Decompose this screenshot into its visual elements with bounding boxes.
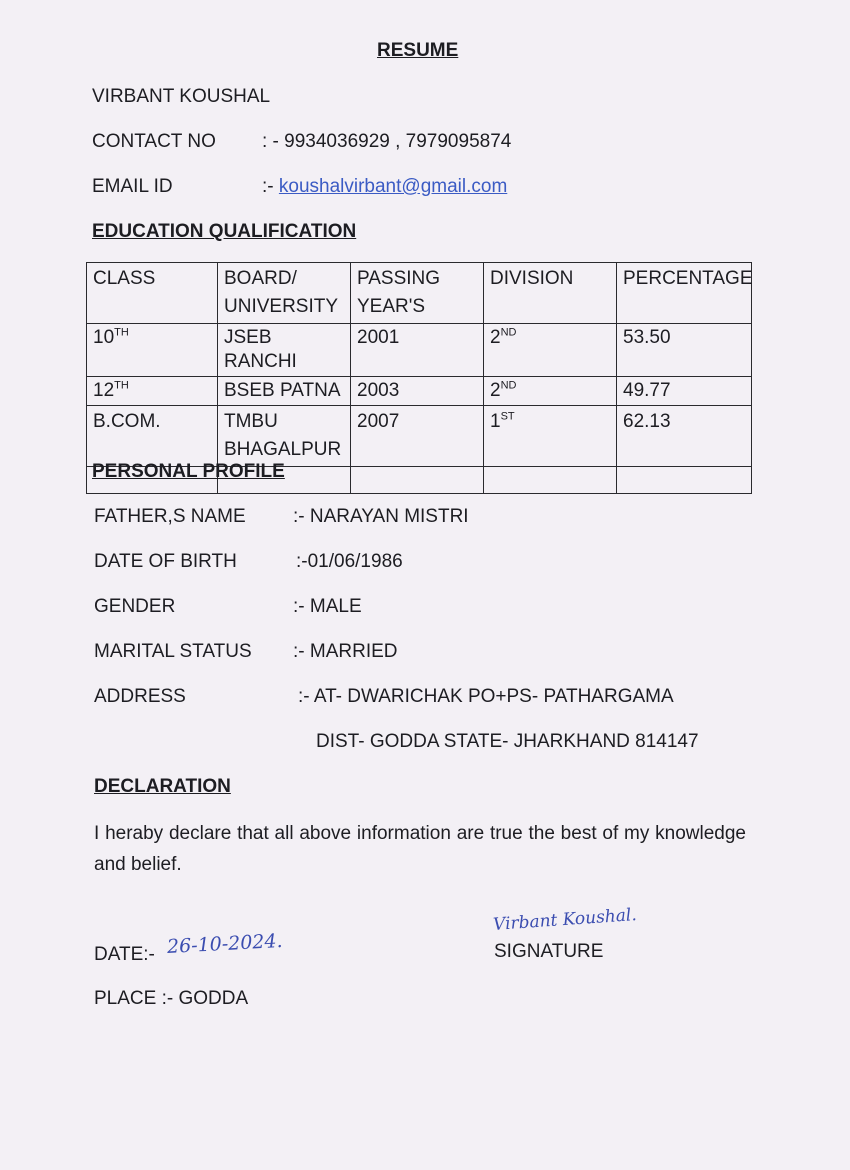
cell-year: 2001 xyxy=(351,324,484,377)
header-percentage: PERCENTAGE xyxy=(617,263,752,324)
contact-label: CONTACT NO xyxy=(92,131,216,152)
cell-class: 12TH xyxy=(87,377,218,406)
header-division: DIVISION xyxy=(484,263,617,324)
declaration-text: I heraby declare that all above information are true the best of my knowledge and belief. xyxy=(94,823,746,875)
table-row xyxy=(87,406,752,467)
contact-value: : - 9934036929 , 7979095874 xyxy=(262,131,512,152)
cell-board: TMBU BHAGALPUR xyxy=(218,406,351,467)
cell-year: 2007 xyxy=(351,406,484,467)
cell-percentage: 62.13 xyxy=(617,406,752,467)
cell-class: B.COM. xyxy=(87,406,218,467)
dob-label: DATE OF BIRTH xyxy=(94,551,237,572)
header-class: CLASS xyxy=(87,263,218,324)
signature-label: SIGNATURE xyxy=(494,941,604,962)
handwritten-signature: Virbant Koushal. xyxy=(492,905,638,935)
address-line1: :- AT- DWARICHAK PO+PS- PATHARGAMA xyxy=(298,686,674,707)
email-link[interactable]: koushalvirbant@gmail.com xyxy=(278,176,508,197)
marital-value: :- MARRIED xyxy=(293,641,398,662)
cell-percentage: 49.77 xyxy=(617,377,752,406)
gender-label: GENDER xyxy=(94,596,176,617)
address-label: ADDRESS xyxy=(94,686,186,707)
cell-division: 2ND xyxy=(484,377,617,406)
handwritten-date: 26-10-2024. xyxy=(166,929,284,959)
gender-value: :- MALE xyxy=(293,596,362,617)
cell-class: 10TH xyxy=(87,324,218,377)
cell-year: 2003 xyxy=(351,377,484,406)
header-year: PASSING YEAR'S xyxy=(351,263,484,324)
table-header-row xyxy=(87,263,752,324)
cell-board: BSEB PATNA xyxy=(218,377,351,406)
education-heading: EDUCATION QUALIFICATION xyxy=(92,221,357,242)
father-value: :- NARAYAN MISTRI xyxy=(293,506,469,527)
declaration-heading: DECLARATION xyxy=(94,776,231,797)
cell-division: 1ST xyxy=(484,406,617,467)
email-separator: :- xyxy=(262,176,274,197)
cell-board: JSEB RANCHI xyxy=(218,324,351,377)
applicant-name: VIRBANT KOUSHAL xyxy=(92,86,271,107)
place-line: PLACE :- GODDA xyxy=(94,988,249,1009)
father-label: FATHER,S NAME xyxy=(94,506,246,527)
date-label: DATE:- xyxy=(94,944,155,965)
cell-percentage: 53.50 xyxy=(617,324,752,377)
table-row xyxy=(87,324,752,377)
email-label: EMAIL ID xyxy=(92,176,173,197)
resume-title: RESUME xyxy=(377,40,459,61)
personal-heading: PERSONAL PROFILE xyxy=(92,461,285,482)
header-board: BOARD/ UNIVERSITY xyxy=(218,263,351,324)
email-row xyxy=(262,176,507,198)
table-row xyxy=(87,377,752,406)
marital-label: MARITAL STATUS xyxy=(94,641,252,662)
address-line2: DIST- GODDA STATE- JHARKHAND 814147 xyxy=(316,731,699,752)
cell-division: 2ND xyxy=(484,324,617,377)
dob-value: :-01/06/1986 xyxy=(296,551,403,572)
education-table xyxy=(86,262,752,494)
